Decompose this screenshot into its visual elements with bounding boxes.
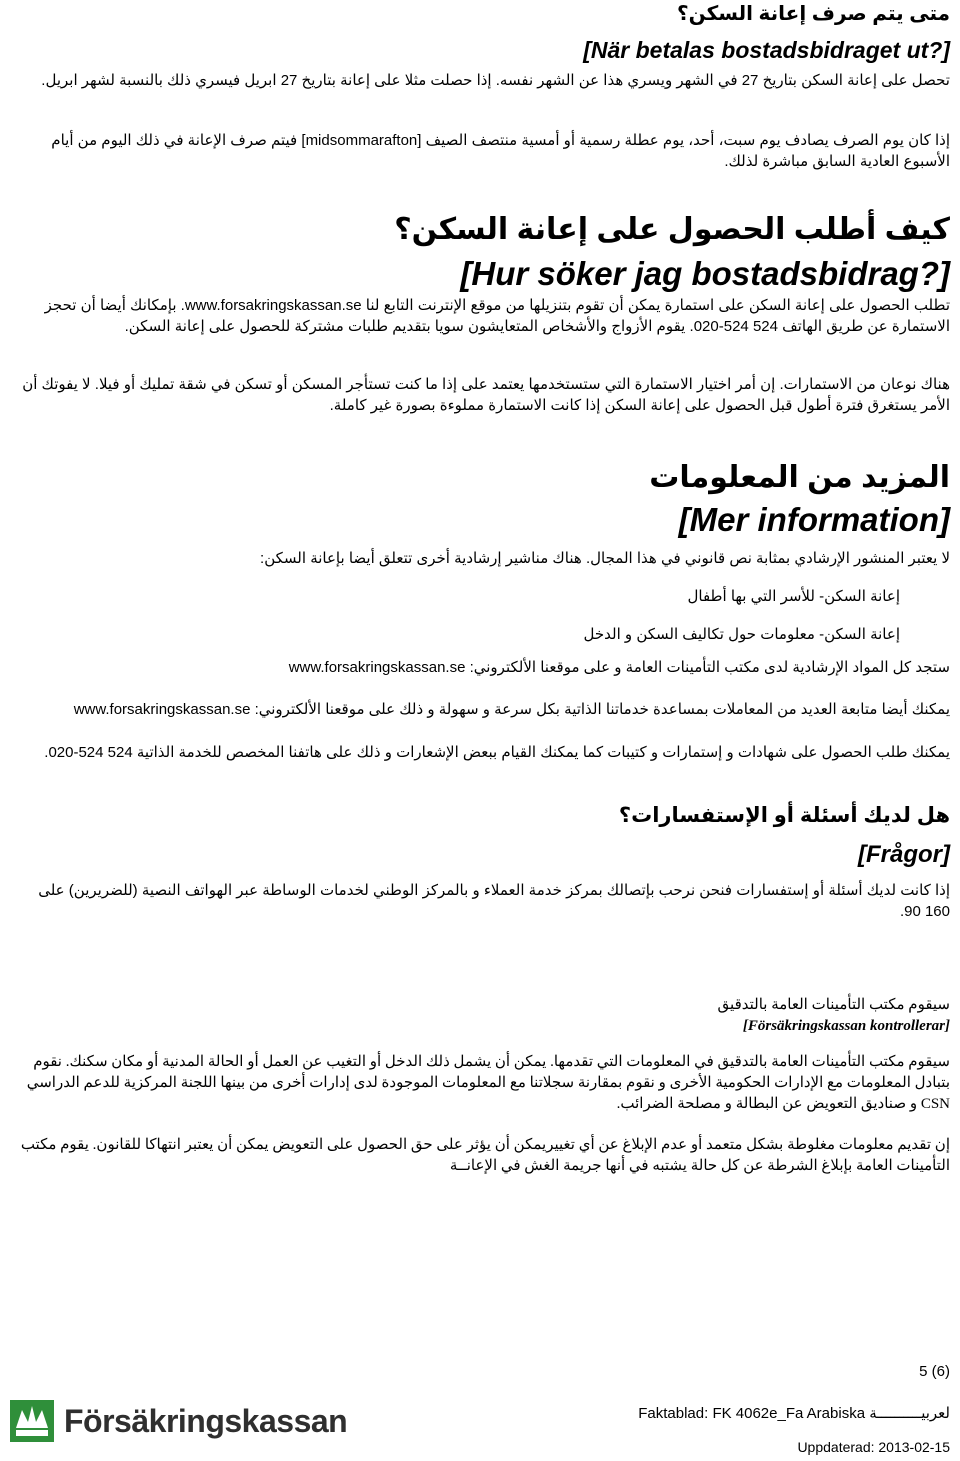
paragraph-order-forms: يمكنك طلب الحصول على شهادات و إستمارات و كتيبات كما يمكنك القيام ببعض الإشعارات و ذلك على هاتفنا المخصص للخدمة الذاتية 524 524-020.: [44, 744, 950, 761]
heading-how-apply-sv: [Hur söker jag bostadsbidrag?]: [460, 255, 950, 292]
paragraph-verification: سيقوم مكتب التأمينات العامة بالتدقيق في المعلومات التي تقدمها. يمكن أن يشمل ذلك الدخل أو التغيب عن العمل أو الحالة المدنية أو مكان سكنك. نقوم بتبادل المعلومات مع الإدارات الحكومية الأخرى و نقوم بمقارنة سجلاتنا مع المعلومات الموجودة لدى إدارات أخرى من بينها اللجنة المركزية للدعم الدراسي CSN و صناديق التعويض عن البطالة و مصلحة الضرائب.: [26, 1054, 950, 1112]
list-item: إعانة السكن- للأسر التي بها أطفال: [687, 588, 900, 605]
paragraph-payment-date: تحصل على إعانة السكن بتاريخ 27 في الشهر ويسري هذا عن الشهر نفسه. إذا حصلت مثلا على إعانة بتاريخ 27 ابريل فيسري ذلك بالنسبة لشهر ابريل.: [41, 72, 950, 89]
forsakringskassan-logo: [10, 1396, 348, 1446]
paragraph-form-types: هناك نوعان من الاستمارات. إن أمر اختيار الاستمارة التي ستستخدمها يعتمد على إذا ما كنت تستأجر المسكن أو تسكن في شقة تمليك أو فيلا. لا يفوتك أن الأمر يستغرق فترة أطول قبل الحصول على إعانة السكن إذا كانت الاستمارة مملوءة بصورة غير كاملة.: [22, 376, 950, 414]
heading-how-apply-ar: كيف أطلب الحصول على إعانة السكن؟: [394, 213, 950, 246]
updated-date: Uppdaterad: 2013-02-15: [797, 1439, 950, 1455]
heading-when-paid-sv: [När betalas bostadsbidraget ut?]: [583, 37, 950, 63]
heading-more-info-sv: [Mer information]: [678, 501, 950, 538]
heading-questions-sv: [Frågor]: [858, 841, 950, 868]
logo-wordmark: Försäkringskassan: [64, 1402, 348, 1439]
heading-when-paid-ar: متى يتم صرف إعانة السكن؟: [677, 3, 950, 25]
list-item: إعانة السكن- معلومات حول تكاليف السكن و الدخل: [583, 626, 900, 643]
paragraph-more-info-intro: لا يعتبر المنشور الإرشادي بمثابة نص قانوني في هذا المجال. هناك مناشير إرشادية أخرى تتعلق أيضا بإعانة السكن:: [260, 550, 950, 567]
crown-logo-icon: [10, 1400, 54, 1442]
heading-more-info-ar: المزيد من المعلومات: [649, 461, 950, 494]
heading-questions-ar: هل لديك أسئلة أو الإستفسارات؟: [618, 804, 950, 827]
paragraph-payment-weekend: إذا كان يوم الصرف يصادف يوم سبت، أحد، يوم عطلة رسمية أو أمسية منتصف الصيف [midsommarafton] فيتم صرف الإعانة في ذلك اليوم من أيام الأسبوع العادية السابق مباشرة لذلك.: [51, 132, 950, 170]
heading-control-ar: سيقوم مكتب التأمينات العامة بالتدقيق: [717, 997, 950, 1013]
faktablad-reference: Faktablad: FK 4062e_Fa Arabiska لعربيــــــــــة: [638, 1405, 950, 1422]
paragraph-application-form: تطلب الحصول على إعانة السكن على استمارة يمكن أن تقوم بتنزيلها من موقع الإنترنت التابع لنا www.forsakringskassan.se. بإمكانك أيضا أن تحجز الاستمارة عن طريق الهاتف 524 524-020. يقوم الأزواج والأشخاص المتعايشون سويا بتقديم طلبات مشتركة للحصول على إعانة السكن.: [44, 297, 950, 335]
paragraph-contact: إذا كانت لديك أسئلة أو إستفسارات فنحن نرحب بإتصالك بمركز خدمة العملاء و بالمركز الوطني لخدمات الوساطة عبر الهواتف النصية (للضريرين) على 160 90.: [38, 882, 950, 920]
page-number: 5 (6): [919, 1363, 950, 1380]
brochure-list: [10, 586, 900, 662]
paragraph-guidance-materials: ستجد كل المواد الإرشادية لدى مكتب التأمينات العامة و على موقعنا الألكتروني: www.forsakringskassan.se: [288, 659, 950, 676]
heading-control-sv: [Försäkringskassan kontrollerar]: [742, 1018, 950, 1034]
paragraph-fraud-warning: إن تقديم معلومات مغلوطة بشكل متعمد أو عدم الإبلاغ عن أي تغييريمكن أن يؤثر على حق الحصول على التعويض يمكن أن يعتبر انتهاكا للقانون. يقوم مكتب التأمينات العامة بإبلاغ الشرطة عن كل حالة يشتبه في أنها جريمة الغش في الإعانــة: [20, 1137, 950, 1174]
paragraph-self-service: يمكنك أيضا متابعة العديد من المعاملات بمساعدة خدماتنا الذاتية بكل سرعة و سهولة و ذلك على موقعنا الألكتروني: www.forsakringskassan.se: [73, 701, 950, 718]
